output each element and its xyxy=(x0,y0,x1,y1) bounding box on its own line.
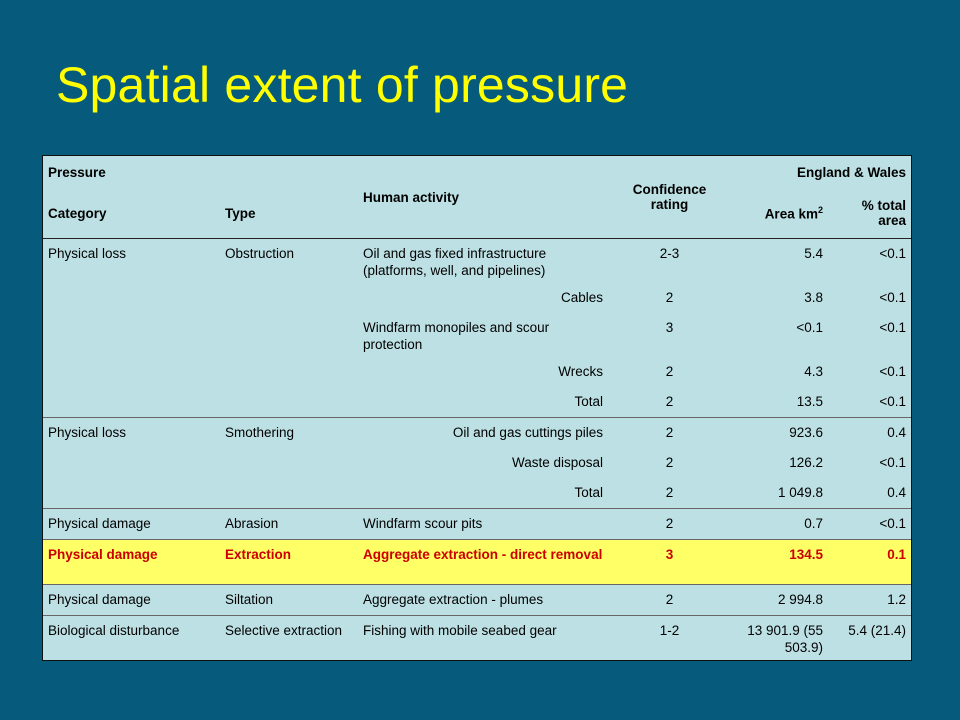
cell-activity: Oil and gas fixed infrastructure (platforms, well, and pipelines) xyxy=(363,246,547,278)
cell-category xyxy=(43,478,220,509)
cell-category: Physical damage xyxy=(43,509,220,540)
cell-pct: <0.1 xyxy=(879,455,906,470)
cell-area: 5.4 xyxy=(804,246,823,261)
cell-activity: Total xyxy=(358,387,608,418)
cell-activity: Fishing with mobile seabed gear xyxy=(363,623,557,638)
cell-category xyxy=(43,448,220,478)
cell-confidence: 2 xyxy=(665,290,674,305)
cell-category xyxy=(43,387,220,418)
cell-activity: Windfarm monopiles and scour protection xyxy=(363,320,550,352)
header-pct-total-area: % total area xyxy=(828,188,911,239)
table-row-highlighted xyxy=(43,540,911,585)
table-row xyxy=(43,585,911,616)
table-row xyxy=(43,283,911,313)
cell-type: Obstruction xyxy=(225,246,295,261)
cell-confidence: 3 xyxy=(608,540,731,585)
cell-activity: Wrecks xyxy=(558,364,603,379)
cell-confidence: 2 xyxy=(608,387,731,418)
cell-pct: <0.1 xyxy=(879,290,906,305)
cell-category xyxy=(43,357,220,387)
cell-pct: <0.1 xyxy=(879,246,906,261)
cell-area: 134.5 xyxy=(731,540,828,585)
cell-type xyxy=(220,448,358,478)
cell-area: 13 901.9 (55 503.9) xyxy=(747,623,823,655)
header-area xyxy=(731,188,828,239)
cell-confidence: 1-2 xyxy=(659,623,680,638)
cell-type xyxy=(220,283,358,313)
cell-pct: 0.4 xyxy=(828,478,911,509)
cell-area: <0.1 xyxy=(796,320,823,335)
cell-pct: <0.1 xyxy=(828,387,911,418)
cell-type: Smothering xyxy=(225,425,295,440)
cell-pct: 0.1 xyxy=(828,540,911,585)
cell-activity: Aggregate extraction - direct removal xyxy=(358,540,608,585)
cell-category xyxy=(43,313,220,357)
cell-type: Abrasion xyxy=(220,509,358,540)
cell-type: Siltation xyxy=(220,585,358,616)
cell-activity: Total xyxy=(358,478,608,509)
cell-pct: <0.1 xyxy=(879,320,906,335)
cell-category xyxy=(43,283,220,313)
cell-area: 923.6 xyxy=(789,425,823,440)
cell-pct: 0.4 xyxy=(887,425,906,440)
header-area-label: Area km xyxy=(764,206,818,222)
cell-confidence: 2 xyxy=(608,509,731,540)
cell-area: 13.5 xyxy=(731,387,828,418)
cell-type xyxy=(220,357,358,387)
cell-category: Physical loss xyxy=(48,246,127,261)
cell-activity: Aggregate extraction - plumes xyxy=(358,585,608,616)
cell-activity: Waste disposal xyxy=(511,455,603,470)
cell-activity: Oil and gas cuttings piles xyxy=(452,425,603,440)
cell-confidence: 2 xyxy=(665,425,674,440)
cell-type: Selective extraction xyxy=(225,623,343,638)
cell-area: 2 994.8 xyxy=(731,585,828,616)
cell-type: Extraction xyxy=(220,540,358,585)
cell-area: 126.2 xyxy=(789,455,823,470)
cell-pct: 5.4 (21.4) xyxy=(848,623,906,638)
table-row xyxy=(43,478,911,509)
cell-area: 4.3 xyxy=(804,364,823,379)
table-row xyxy=(43,509,911,540)
table-row xyxy=(43,239,911,284)
cell-type xyxy=(220,313,358,357)
cell-pct: 1.2 xyxy=(828,585,911,616)
cell-confidence: 2 xyxy=(608,478,731,509)
header-pressure: Pressure xyxy=(48,164,106,180)
cell-area: 1 049.8 xyxy=(731,478,828,509)
table-row xyxy=(43,387,911,418)
table-row xyxy=(43,448,911,478)
cell-activity: Cables xyxy=(560,290,603,305)
cell-pct: <0.1 xyxy=(828,509,911,540)
table-row xyxy=(43,418,911,449)
cell-area: 0.7 xyxy=(731,509,828,540)
cell-confidence: 2 xyxy=(665,364,674,379)
header-confidence-rating: Confidence rating xyxy=(608,156,731,239)
cell-category: Physical damage xyxy=(43,540,220,585)
cell-activity: Windfarm scour pits xyxy=(358,509,608,540)
cell-pct: <0.1 xyxy=(879,364,906,379)
header-region: England & Wales xyxy=(796,164,906,180)
header-human-activity: Human activity xyxy=(358,156,608,239)
cell-confidence: 3 xyxy=(665,320,674,335)
slide-title: Spatial extent of pressure xyxy=(56,57,629,113)
cell-category: Physical loss xyxy=(48,425,127,440)
header-category: Category xyxy=(43,188,220,239)
table-row xyxy=(43,357,911,387)
cell-category: Biological disturbance xyxy=(48,623,180,638)
cell-category: Physical damage xyxy=(43,585,220,616)
cell-confidence: 2-3 xyxy=(659,246,680,261)
table-row xyxy=(43,313,911,357)
cell-confidence: 2 xyxy=(608,585,731,616)
cell-area: 3.8 xyxy=(804,290,823,305)
header-type: Type xyxy=(220,188,358,239)
cell-type xyxy=(220,387,358,418)
cell-type xyxy=(220,478,358,509)
pressure-table xyxy=(42,155,912,661)
table-row xyxy=(43,616,911,661)
cell-confidence: 2 xyxy=(665,455,674,470)
header-area-superscript: 2 xyxy=(817,204,823,215)
